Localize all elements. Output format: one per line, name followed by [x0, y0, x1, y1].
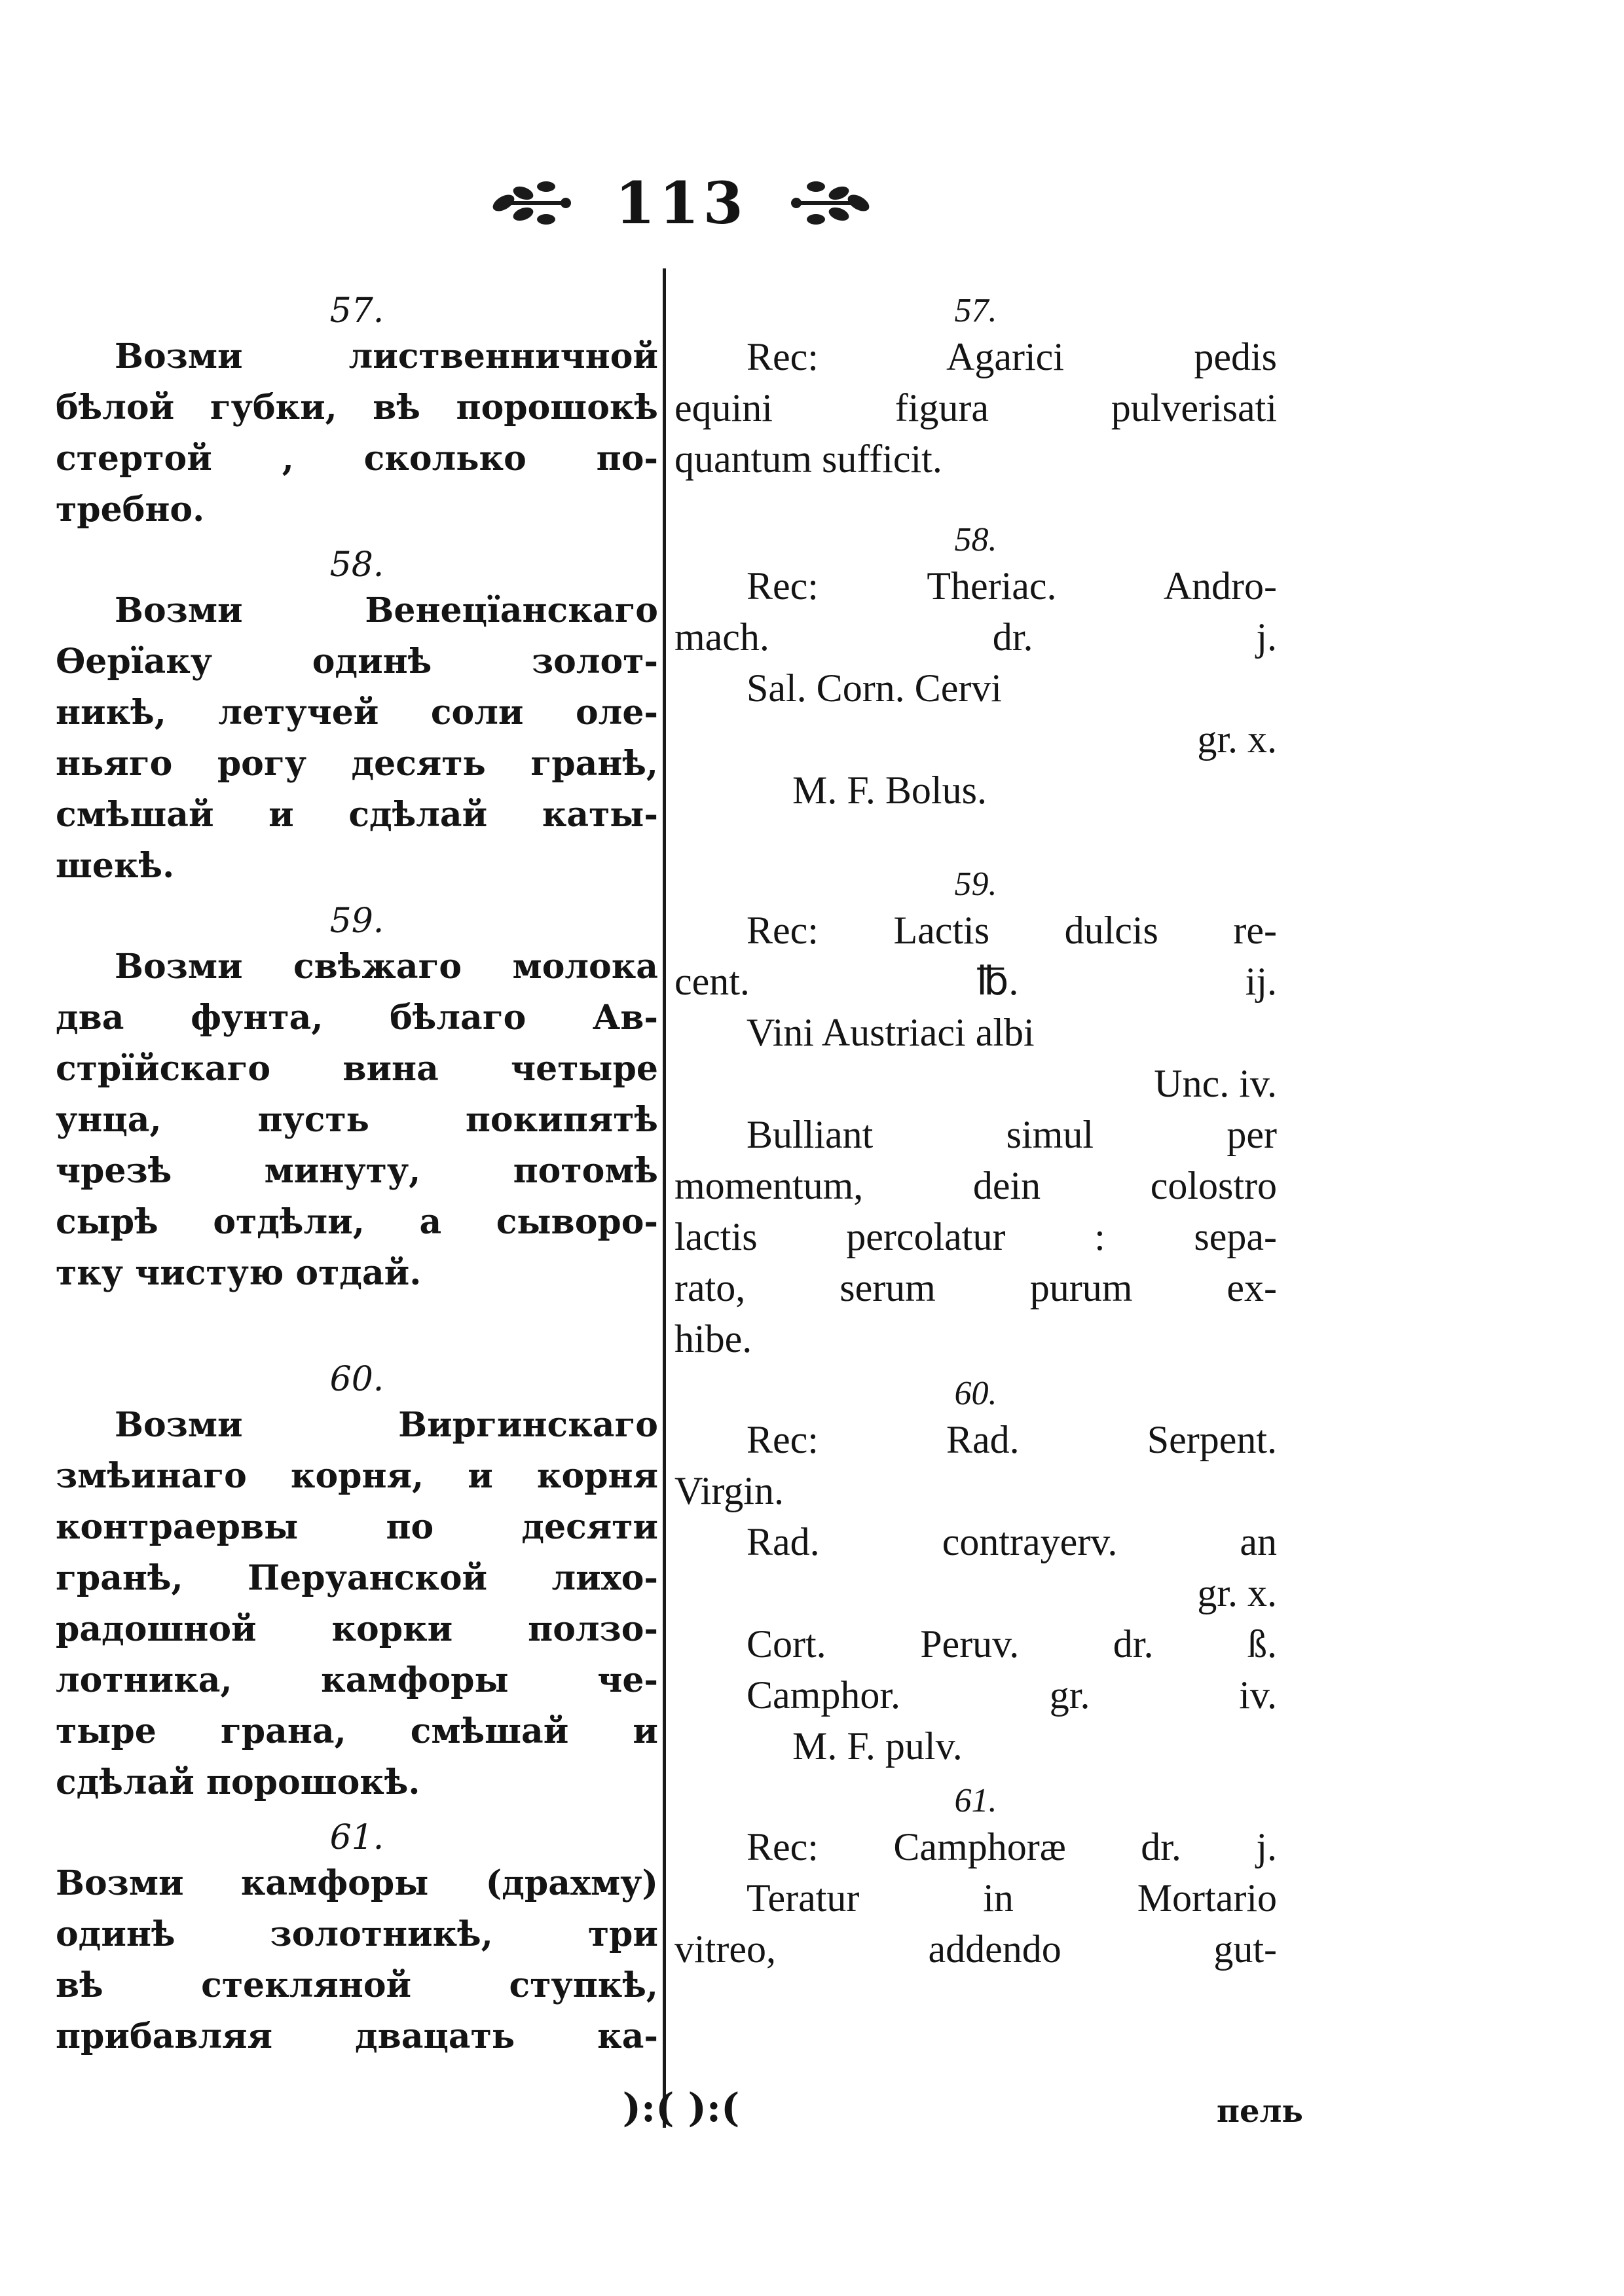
text-line: quantum sufficit. [674, 437, 942, 481]
column-divider [663, 268, 666, 2128]
recipe-number: 58. [954, 521, 997, 558]
recipe-text [56, 1858, 658, 2062]
text-line: Camphor. gr. iv. [747, 1673, 1277, 1717]
text-line: Возми свѣжаго молока [115, 947, 658, 987]
text-line: тыре грана, смѣшай и [56, 1711, 658, 1751]
text-line: гранѣ, Перуанской лихо- [56, 1558, 658, 1598]
text-line: mach. dr. j. [674, 615, 1277, 659]
text-line: M. F. pulv. [792, 1724, 963, 1768]
recipe-text [56, 585, 658, 892]
recipe-number: 60. [329, 1360, 384, 1399]
text-line: Virgin. [674, 1469, 784, 1512]
text-line: Rec: Rad. Serpent. [747, 1418, 1277, 1461]
text-line: Cort. Peruv. dr. ß. [747, 1622, 1277, 1666]
text-line: Rad. contrayerv. an [747, 1520, 1277, 1563]
recipe-text [56, 1400, 658, 1808]
floral-ornament-left-icon [484, 167, 576, 239]
recipe-number: 61. [954, 1782, 997, 1819]
page-header [452, 157, 910, 249]
recipe-number: 57. [954, 292, 997, 329]
recipe-text [674, 1414, 1277, 1772]
page-number: 113 [615, 169, 747, 237]
text-line: rato, serum purum ex- [674, 1266, 1277, 1309]
text-line: gr. x. [1197, 1571, 1277, 1614]
text-line: змѣинаго корня, и корня [56, 1456, 658, 1496]
text-line: чрезѣ минуту, потомѣ [56, 1151, 658, 1191]
text-line: радошной корки ползо- [56, 1609, 658, 1649]
text-line: Возми лиственничной [115, 337, 658, 376]
text-line: Rec: Lactis dulcis re- [747, 909, 1277, 952]
recipe-number: 59. [954, 866, 997, 903]
recipe-number: 60. [954, 1375, 997, 1412]
recipe-text [56, 941, 658, 1299]
text-line: Unc. iv. [1154, 1062, 1277, 1105]
recipe-text [674, 1821, 1277, 1975]
recipe-text [674, 905, 1277, 1364]
recipe-number: 57. [329, 291, 384, 331]
footer-ornament: ):( ):( [622, 2085, 740, 2131]
text-line: бѣлой губки, вѣ порошокѣ [56, 388, 658, 428]
text-line: лотника, камфоры че- [56, 1660, 658, 1700]
text-line: momentum, dein colostro [674, 1164, 1277, 1207]
text-line: прибавляя двацать ка- [56, 2016, 658, 2056]
text-line: два фунта, бѣлаго Ав- [56, 998, 658, 1038]
text-line: Sal. Corn. Cervi [747, 666, 1002, 710]
text-line: сырѣ отдѣли, а сыворо- [56, 1202, 658, 1242]
text-line: Rec: Camphoræ dr. j. [747, 1825, 1277, 1868]
text-line: унца, пусть покипятѣ [56, 1100, 658, 1140]
text-line: Bulliant simul per [747, 1113, 1277, 1156]
text-line: одинѣ золотникѣ, три [56, 1914, 658, 1954]
catchword: пель [1216, 2093, 1303, 2130]
text-line: lactis percolatur : sepa- [674, 1215, 1277, 1258]
latin-column [674, 282, 1277, 1975]
text-line: ньяго рогу десять гранѣ, [56, 744, 658, 784]
text-line: сдѣлай порошокѣ. [56, 1762, 420, 1802]
text-line: hibe. [674, 1317, 752, 1360]
text-line: стертой , сколько по- [56, 439, 658, 479]
text-line: M. F. Bolus. [792, 769, 987, 812]
text-line: Возми Венецїанскаго [115, 591, 658, 630]
recipe-number: 58. [329, 545, 384, 585]
text-line: тку чистую отдай. [56, 1253, 422, 1293]
text-line: контраервы по десяти [56, 1507, 658, 1547]
text-line: equini figura pulverisati [674, 386, 1277, 429]
recipe-text [674, 331, 1277, 484]
text-line: Возми камфоры (драхму) [56, 1863, 658, 1903]
text-line: Возми Виргинскаго [115, 1405, 658, 1445]
text-line: шекѣ. [56, 846, 175, 886]
recipe-text [56, 331, 658, 536]
recipe-number: 61. [329, 1818, 384, 1857]
text-line: Rec: Agarici pedis [747, 335, 1277, 378]
floral-ornament-right-icon [786, 167, 878, 239]
text-line: смѣшай и сдѣлай каты- [56, 795, 658, 835]
text-line: cent. ℔. ij. [674, 960, 1277, 1003]
text-line: Rec: Theriac. Andro- [747, 564, 1277, 608]
recipe-number: 59. [329, 902, 384, 941]
text-line: требно. [56, 490, 205, 530]
text-line: vitreo, addendo gut- [674, 1927, 1277, 1971]
text-line: Vini Austriaci albi [747, 1011, 1035, 1054]
recipe-text [674, 560, 1277, 816]
text-line: gr. x. [1197, 718, 1277, 761]
text-line: вѣ стекляной ступкѣ, [56, 1965, 658, 2005]
text-line: никѣ, летучей соли оле- [56, 693, 658, 733]
russian-column [56, 282, 658, 2062]
text-line: Ѳерїаку одинѣ золот- [56, 642, 658, 682]
text-line: стрїйскаго вина четыре [56, 1049, 658, 1089]
text-line: Teratur in Mortario [747, 1876, 1277, 1920]
